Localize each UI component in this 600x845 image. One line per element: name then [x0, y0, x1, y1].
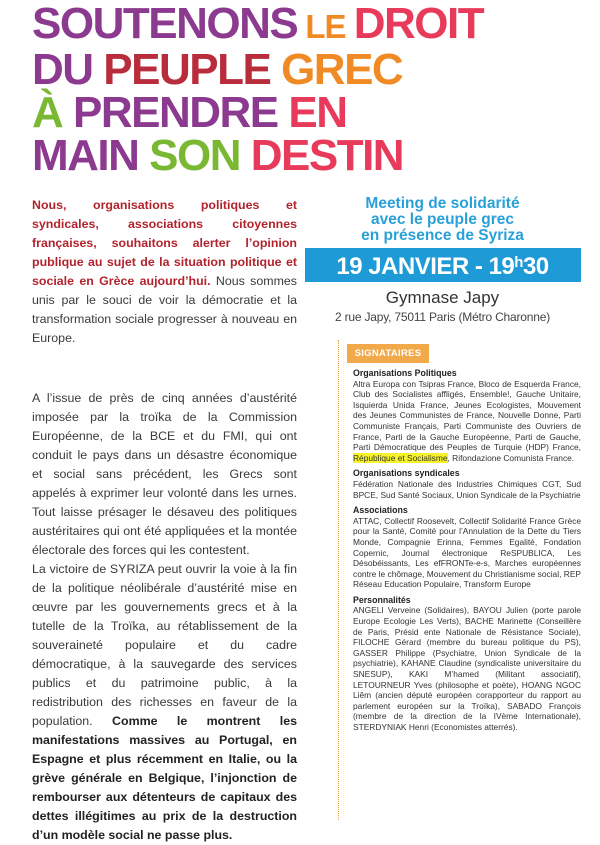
date-hour-sup: h	[514, 254, 523, 271]
date-minutes: 30	[522, 253, 549, 280]
headline-word: SON	[149, 131, 251, 180]
body-text	[32, 389, 297, 845]
personnalites-title: Personnalités	[353, 594, 411, 605]
body-paragraph-2-normal: La victoire de SYRIZA peut ouvrir la voie à la fin de la politique néolibérale d’austérité mise en œuvre par les gouvernements grecs et à la tutelle de la Troïka, au rétablissement de la souveraineté populaire et du cadre démocratique, à la sauvegarde des services publics et du patrimoine public, à la redistribution des richesses en faveur de la population.	[32, 562, 297, 728]
headline	[32, 0, 580, 180]
meeting-title-line-3: en présence de Syriza	[361, 227, 524, 244]
body-paragraph-2	[32, 560, 297, 845]
signataires-box	[338, 340, 584, 820]
body-paragraph-1: A l’issue de près de cinq années d’austérité imposée par la troïka de la Commission Européenne, de la BCE et du FMI, qui ont conduit le pays dans un désastre économique et social sans précédent, les Grecs sont appelés à exprimer leur volonté dans les urnes. Tout laisse présager le désaveu des politiques austéritaires qui ont été appliquées et la montée électorale des forces qui les contestent.	[32, 391, 297, 557]
intro-paragraph	[32, 196, 297, 348]
intro-rest-text: Nous sommes unis par le souci de voir la démocratie et la transformation sociale progresser à nouveau en Europe.	[32, 274, 297, 345]
signataires-header: SIGNATAIRES	[347, 344, 429, 363]
headline-line-2	[32, 45, 580, 94]
headline-word: PEUPLE	[103, 45, 282, 94]
headline-word: GREC	[281, 45, 403, 94]
syndicales-title: Organisations syndicales	[353, 468, 460, 479]
politiques-highlight: République et Socialisme	[353, 452, 448, 463]
headline-line-1	[32, 2, 580, 48]
headline-word: EN	[288, 88, 347, 137]
headline-word: LE	[297, 8, 354, 45]
associations-title: Associations	[353, 505, 408, 516]
politiques-text-b: , Rifondazione Comunista France.	[447, 452, 575, 463]
headline-word: PRENDRE	[73, 88, 289, 137]
headline-line-4	[32, 131, 580, 180]
politiques-list	[353, 379, 581, 464]
headline-word: DU	[32, 45, 104, 94]
headline-word: SOUTENONS	[32, 0, 298, 48]
date-main: 19 JANVIER - 19	[336, 253, 515, 280]
intro-red-text: Nous, organisations politiques et syndicales, associations citoyennes françaises, souhaitons alerter l’opinion publique au sujet de la situation politique et sociale en Grèce aujourd’hui.	[32, 198, 297, 288]
syndicales-list: Fédération Nationale des Industries Chimiques CGT, Sud BPCE, Sud Santé Sociaux, Union Syndicale de la Psychiatrie	[353, 478, 581, 500]
politiques-title: Organisations Politiques	[353, 368, 457, 378]
venue-address: 2 rue Japy, 75011 Paris (Métro Charonne)	[334, 310, 550, 324]
personnalites-list: ANGELI Verveine (Solidaires), BAYOU Julien (porte parole Europe Ecologie Les Verts), BACHE Marinette (Conseillère de Paris, Présid ente Nationale de Résistance Sociale), FILOCHE Gérard (membre du bureau politique du PS), GASSER Philippe (Psychiatre, Union Syndicale de la psychiatrie), KAHANE Claudine (syndicaliste universitaire du SNESUP), KAKI M’hamed (Militant associatif), LETOURNEUR Yves (philosophe et poète), HOANG NGOC Liêm (ancien député européen corapporteur du rapport au parlement européen sur la Troïka), SABADO François (membre de la direction de la IVème Internationale), STERDYNIAK Henri (Economistes atterrés).	[353, 605, 581, 732]
headline-word: À	[32, 88, 73, 137]
headline-word: DROIT	[353, 0, 484, 48]
meeting-block	[300, 196, 585, 324]
date-banner	[305, 248, 581, 282]
headline-word: DESTIN	[250, 131, 404, 180]
venue-name: Gymnase Japy	[385, 288, 500, 307]
body-paragraph-2-bold: Comme le montrent les manifestations massives au Portugal, en Espagne et plus récemment en Italie, ou la grève générale en Belgique, l’injonction de rembourser aux détenteurs de capitaux des dettes illégitimes au prix de la destruction d’un modèle social ne passe plus.	[32, 714, 297, 842]
politiques-text-a: Altra Europa con Tsipras France, Bloco de Esquerda France, Club des Socialistes affligés, Ensemble!, Gauche Unitaire, Isquierda Unida France, Jeunes Ecologistes, Mouvement des Jeunes Communistes de France, Nouvelle Donne, Parti Communiste Français, Parti Communiste des Ouvriers de France, Parti de la Gauche Européenne, Parti de Gauche, Parti Démocratique des Peuples de Turquie (HDP) France,	[353, 378, 581, 453]
meeting-title-line-2: avec le peuple grec	[370, 211, 515, 228]
signataires-content	[353, 368, 581, 733]
associations-list: ATTAC, Collectif Roosevelt, Collectif Solidarité France Grèce pour la Santé, Comité pour l’Annulation de la Dette du Tiers Monde, Compagnie Erinna, Femmes Egalité, Fondation Copernic, Journal électronique ReSPUBLICA, Les Désobéissants, Les efFRONTe-e-s, Marches européennes contre le chômage, Mouvement du Christianisme social, REP Réseau Education Populaire, Transform Europe	[353, 515, 581, 590]
headline-line-3	[32, 88, 580, 137]
headline-word: MAIN	[32, 131, 150, 180]
meeting-title-line-1: Meeting de solidarité	[365, 195, 520, 212]
